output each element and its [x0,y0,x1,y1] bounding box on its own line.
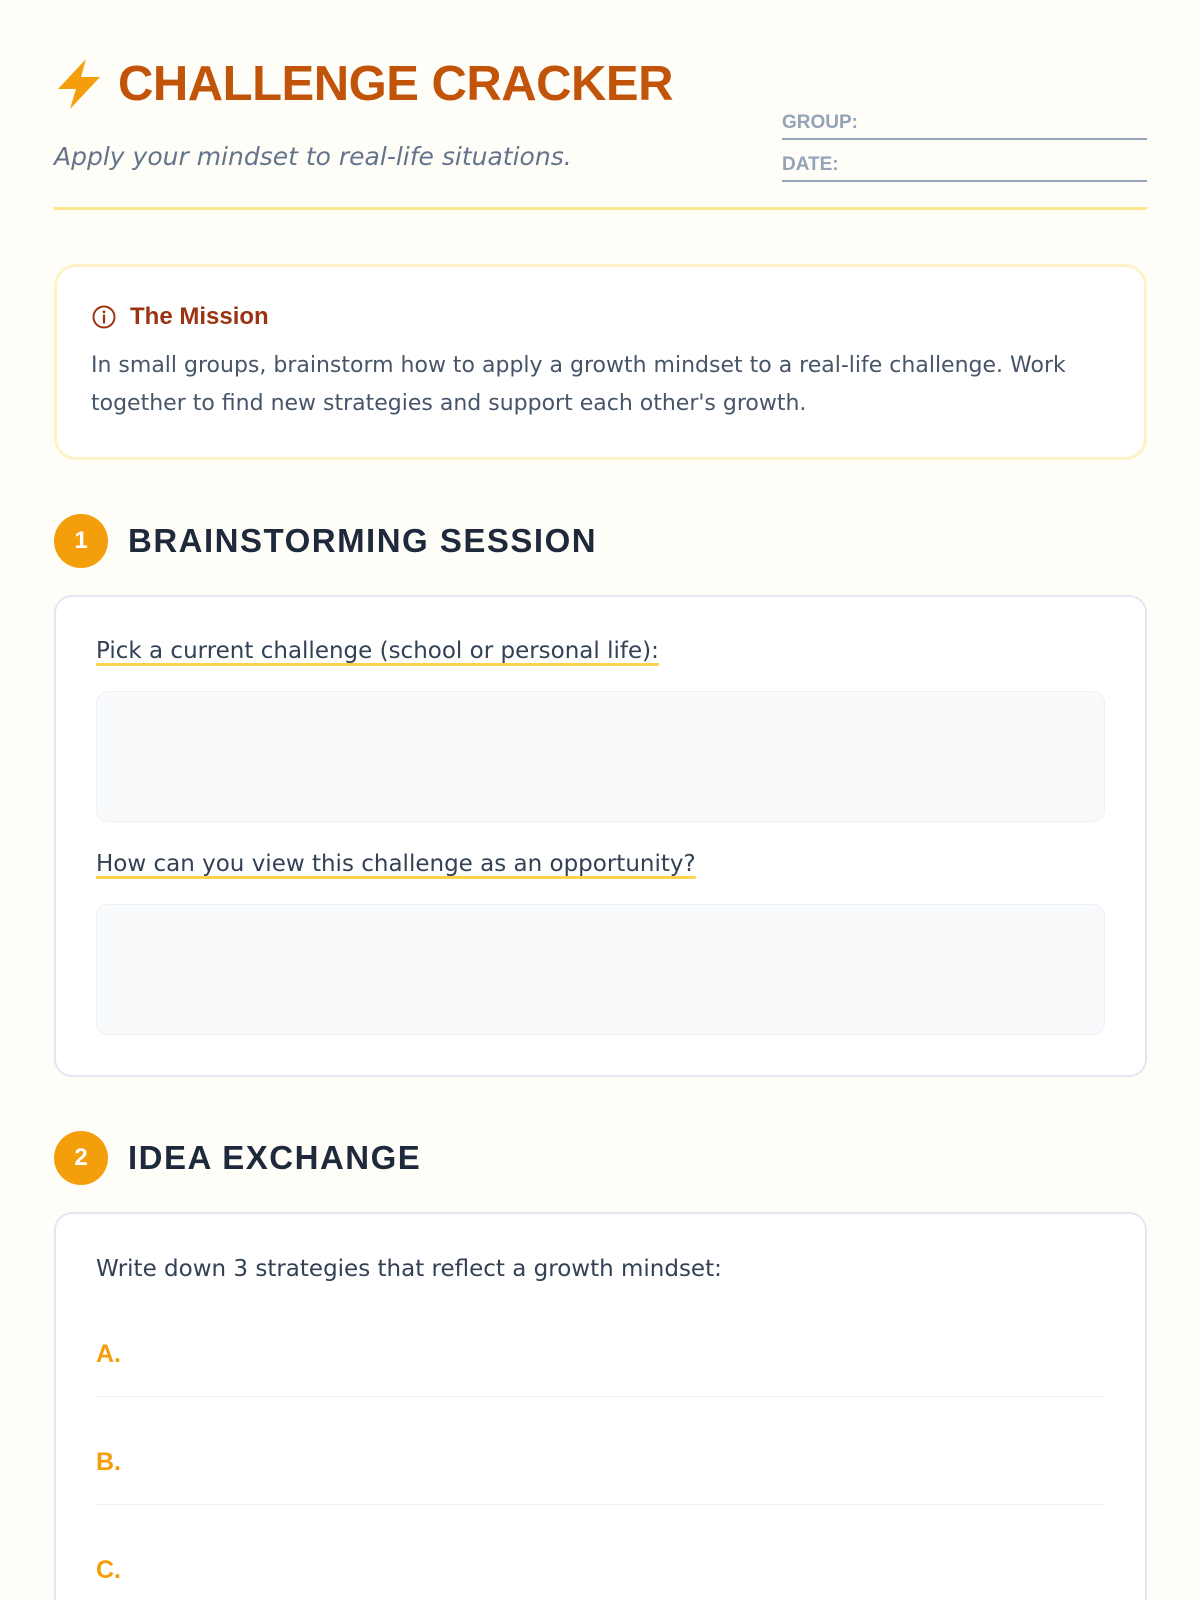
title-row [54,54,673,114]
mission-header [91,303,269,331]
lightning-bolt-icon [54,57,104,111]
idea-exchange-card [54,1212,1147,1600]
info-icon [91,304,117,330]
challenge-prompt: Pick a current challenge (school or personal life): [96,638,659,664]
section-2-header [54,1131,421,1185]
strategies-prompt: Write down 3 strategies that reflect a growth mindset: [96,1256,722,1282]
section-2-badge: 2 [54,1131,108,1185]
worksheet-page [54,0,1147,1600]
strategy-letter-a: A. [96,1340,121,1368]
mission-box [54,264,1147,460]
date-field[interactable] [782,154,1147,182]
section-1-badge: 1 [54,514,108,568]
section-2-title: IDEA EXCHANGE [128,1139,422,1176]
strategy-line-c[interactable] [96,1536,1105,1600]
mission-title: The Mission [130,303,269,330]
strategy-line-a[interactable] [96,1320,1105,1397]
group-field[interactable] [782,112,1147,140]
strategy-letter-c: C. [96,1556,121,1584]
mission-text: In small groups, brainstorm how to apply a growth mindset to a real-life challenge. Work together to find new strategies and support each other's growth. [91,353,1066,416]
page-title: CHALLENGE CRACKER [118,57,673,111]
opportunity-answer-box[interactable] [96,904,1105,1035]
date-label: DATE: [782,154,839,175]
header-divider [54,207,1147,210]
group-label: GROUP: [782,112,858,133]
section-1-title: BRAINSTORMING SESSION [128,522,598,559]
strategy-letter-b: B. [96,1448,121,1476]
opportunity-prompt: How can you view this challenge as an opportunity? [96,851,696,877]
strategy-line-b[interactable] [96,1428,1105,1505]
page-subtitle: Apply your mindset to real-life situations. [54,142,572,171]
section-1-header [54,514,597,568]
brainstorming-card [54,595,1147,1077]
challenge-answer-box[interactable] [96,691,1105,822]
